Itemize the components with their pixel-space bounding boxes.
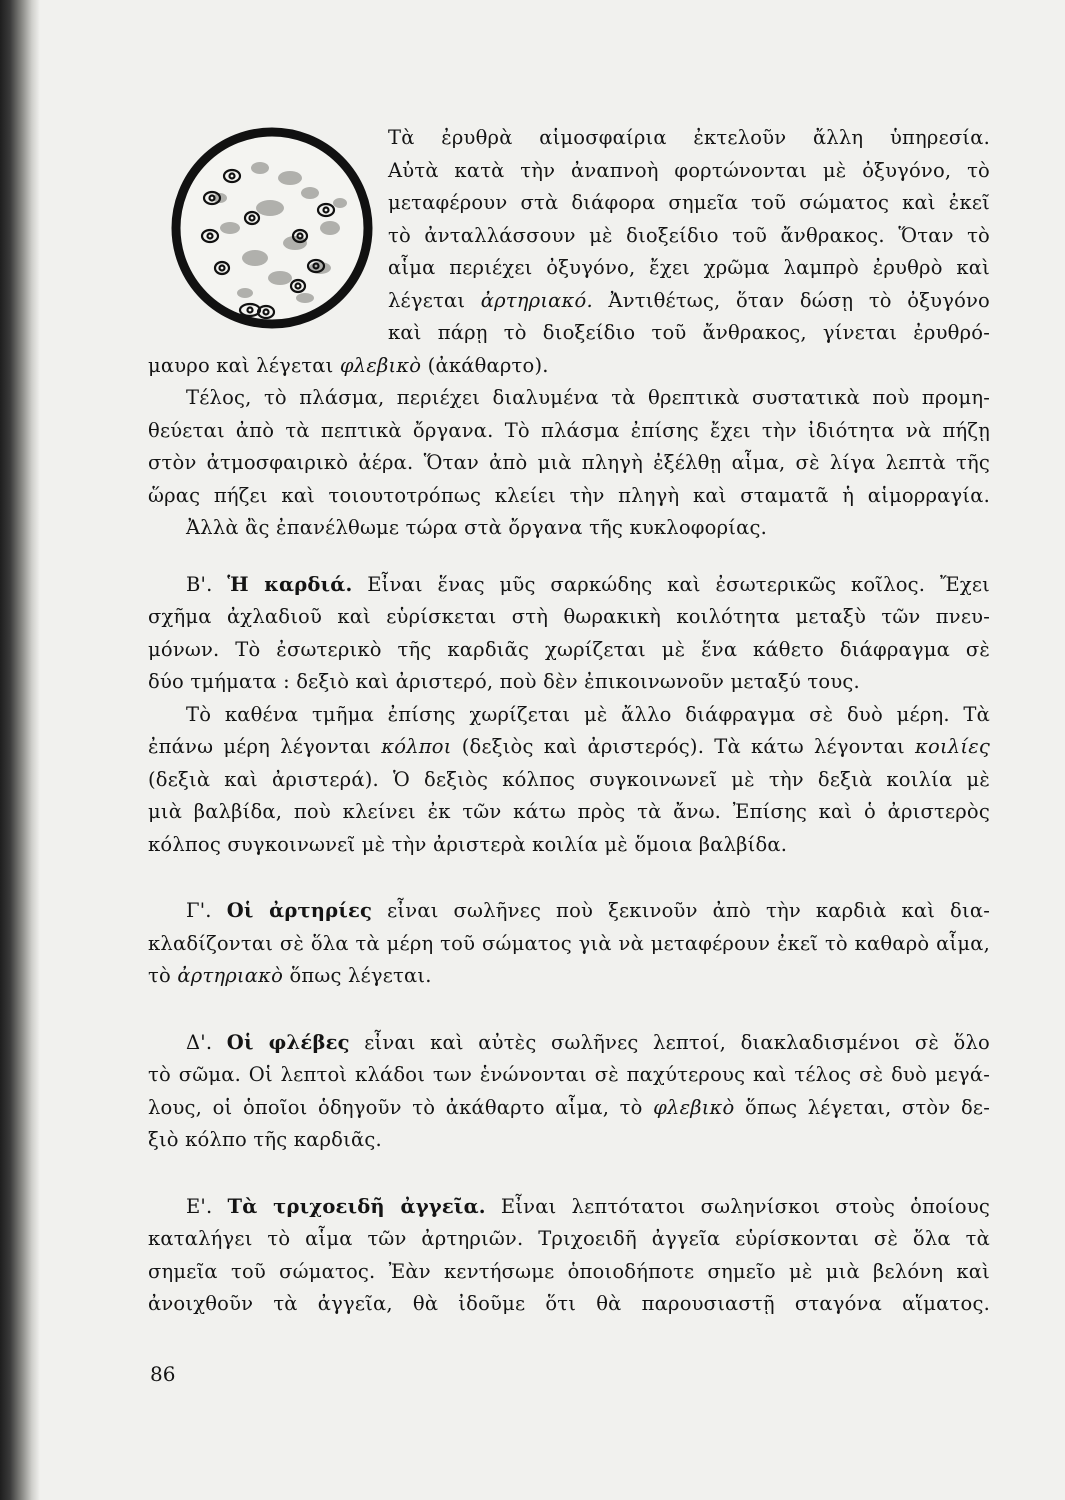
text-line: (δεξιὰ καὶ ἀριστερά). Ὁ δεξιὸς κόλπος συγκοινωνεῖ μὲ τὴν δεξιὰ κοιλία μὲ [148,767,990,791]
text-line: Ἀλλὰ ἂς ἐπανέλθωμε τώρα στὰ ὄργανα τῆς κυκλοφορίας. [186,516,767,539]
body-text [148,122,990,1321]
text-line [148,1191,990,1224]
text-line: κλαδίζονται σὲ ὅλα τὰ μέρη τοῦ σώματος γιὰ νὰ μεταφέρουν ἐκεῖ τὸ καθαρὸ αἷμα, [148,931,990,955]
text-line: τὸ ἀνταλλάσσουν μὲ διοξείδιο τοῦ ἄνθρακος. Ὅταν τὸ [388,223,990,247]
text-run: ἐπάνω μέρη λέγονται [148,735,382,758]
text-line: ξιὸ κόλπο τῆς καρδιᾶς. [148,1128,382,1151]
section-veins [148,1027,990,1157]
text-run: (ἀκάθαρτο). [421,353,549,377]
book-binding-edge [0,0,40,1500]
text-line [148,1092,990,1125]
section-label: Ε'. [186,1194,213,1218]
text-line: τὸ σῶμα. Οἱ λεπτοὶ κλάδοι των ἑνώνονται σὲ παχύτερους καὶ τέλος σὲ δυὸ μεγά- [148,1063,990,1086]
text-line [148,569,990,602]
page-number: 86 [150,1362,176,1386]
text-line: κόλπος συγκοινωνεῖ μὲ τὴν ἀριστερὰ κοιλία μὲ ὅμοια βαλβίδα. [148,832,788,856]
text-line [388,285,990,318]
text-line: Τὰ ἐρυθρὰ αἱμοσφαίρια ἐκτελοῦν ἄλλη ὑπηρεσία. [388,126,990,149]
text-line: ὥρας πήζει καὶ τοιουτοτρόπως κλείει τὴν πληγὴ καὶ σταματᾶ ἡ αἱμορραγία. [148,483,990,507]
text-line: Τὸ καθένα τμῆμα ἐπίσης χωρίζεται μὲ ἄλλο διάφραγμα σὲ δυὸ μέρη. Τὰ [186,702,990,726]
text-run: τὸ [148,964,178,987]
intro-paragraph [148,122,990,382]
italic-term: ἀρτηριακὸ [177,964,284,987]
italic-term: φλεβικὸ [339,353,422,377]
text-run: λέγεται [388,288,481,312]
plasma-paragraph [148,382,990,545]
italic-term: κόλποι [381,735,452,758]
italic-term: ἀρτηριακό. [480,288,593,312]
text-run: εἶναι σωλῆνες ποὺ ξεκινοῦν ἀπὸ τὴν καρδιὰ καὶ δια- [372,899,990,922]
text-line: δύο τμήματα : δεξιὸ καὶ ἀριστερό, ποὺ δὲν ἐπικοινωνοῦν μεταξύ τους. [148,670,860,693]
text-line [148,895,990,928]
section-title: Οἱ φλέβες [226,1030,350,1054]
text-line: μεταφέρουν στὰ διάφορα σημεῖα τοῦ σώματος καὶ ἐκεῖ [388,191,990,214]
italic-term: φλεβικὸ [653,1095,735,1119]
text-line: μόνων. Τὸ ἐσωτερικὸ τῆς καρδιᾶς χωρίζεται μὲ ἕνα κάθετο διάφραγμα σὲ [148,637,990,661]
text-line: καταλήγει τὸ αἷμα τῶν ἀρτηριῶν. Τριχοειδῆ ἀγγεῖα εὑρίσκονται σὲ ὅλα τὰ [148,1227,990,1250]
text-line: σχῆμα ἀχλαδιοῦ καὶ εὑρίσκεται στὴ θωρακικὴ κοιλότητα μεταξὺ τῶν πνευ- [148,605,990,628]
text-line: καὶ πάρῃ τὸ διοξείδιο τοῦ ἄνθρακος, γίνεται ἐρυθρό- [388,321,990,344]
text-line: μιὰ βαλβίδα, ποὺ κλείνει ἐκ τῶν κάτω πρὸς τὰ ἄνω. Ἐπίσης καὶ ὁ ἀριστερὸς [148,800,990,823]
section-capillaries [148,1191,990,1321]
section-label: Γ'. [186,899,212,922]
text-run: (δεξιὸς καὶ ἀριστερός). Τὰ κάτω λέγονται [451,735,916,758]
text-line [148,1027,990,1060]
text-line: Αὐτὰ κατὰ τὴν ἀναπνοὴ φορτώνονται μὲ ὀξυγόνο, τὸ [388,158,990,182]
text-run: ὅπως λέγεται. [283,964,432,987]
text-run: εἶναι καὶ αὐτὲς σωλῆνες λεπτοί, διακλαδισμένοι σὲ ὅλο [349,1030,990,1054]
section-label: Β'. [186,572,213,596]
section-arteries [148,895,990,993]
text-run: λους, οἱ ὁποῖοι ὁδηγοῦν τὸ ἀκάθαρτο αἷμα, τὸ [148,1095,654,1119]
section-title: Ἡ καρδιά. [227,572,353,596]
section-title: Τὰ τριχοειδῆ ἀγγεῖα. [227,1194,486,1218]
text-run: Ἀντιθέτως, ὅταν δώσῃ τὸ ὀξυγόνο [592,288,991,312]
section-heart [148,569,990,862]
text-line: σημεῖα τοῦ σώματος. Ἐὰν κεντήσωμε ὁποιοδήποτε σημεῖο μὲ μιὰ βελόνη καὶ [148,1259,990,1283]
text-line: στὸν ἀτμοσφαιρικὸ ἀέρα. Ὅταν ἀπὸ μιὰ πληγὴ ἐξέλθῃ αἷμα, σὲ λίγα λεπτὰ τῆς [148,451,990,474]
text-line: αἷμα περιέχει ὀξυγόνο, ἔχει χρῶμα λαμπρὸ ἐρυθρὸ καὶ [388,256,990,279]
italic-term: κοιλίες [915,735,990,758]
text-run: Εἶναι λεπτότατοι σωληνίσκοι στοὺς ὁποίους [485,1194,990,1218]
section-title: Οἱ ἀρτηρίες [226,899,373,922]
text-run: μαυρο καὶ λέγεται [148,353,340,377]
text-run: Εἶναι ἕνας μῦς σαρκώδης καὶ ἐσωτερικῶς κοῖλος. Ἔχει [352,572,990,596]
text-line [148,960,990,993]
text-line: Τέλος, τὸ πλάσμα, περιέχει διαλυμένα τὰ θρεπτικὰ συστατικὰ ποὺ προμη- [186,386,990,409]
text-line [148,731,990,764]
text-run: ὅπως λέγεται, στὸν δε- [734,1095,990,1119]
text-line [148,350,990,383]
section-label: Δ'. [186,1030,213,1054]
text-line: ἀνοιχθοῦν τὰ ἀγγεῖα, θὰ ἰδοῦμε ὅτι θὰ παρουσιαστῇ σταγόνα αἵματος. [148,1292,990,1315]
text-line: θεύεται ἀπὸ τὰ πεπτικὰ ὄργανα. Τὸ πλάσμα ἐπίσης ἔχει τὴν ἰδιότητα νὰ πήζῃ [148,418,990,442]
